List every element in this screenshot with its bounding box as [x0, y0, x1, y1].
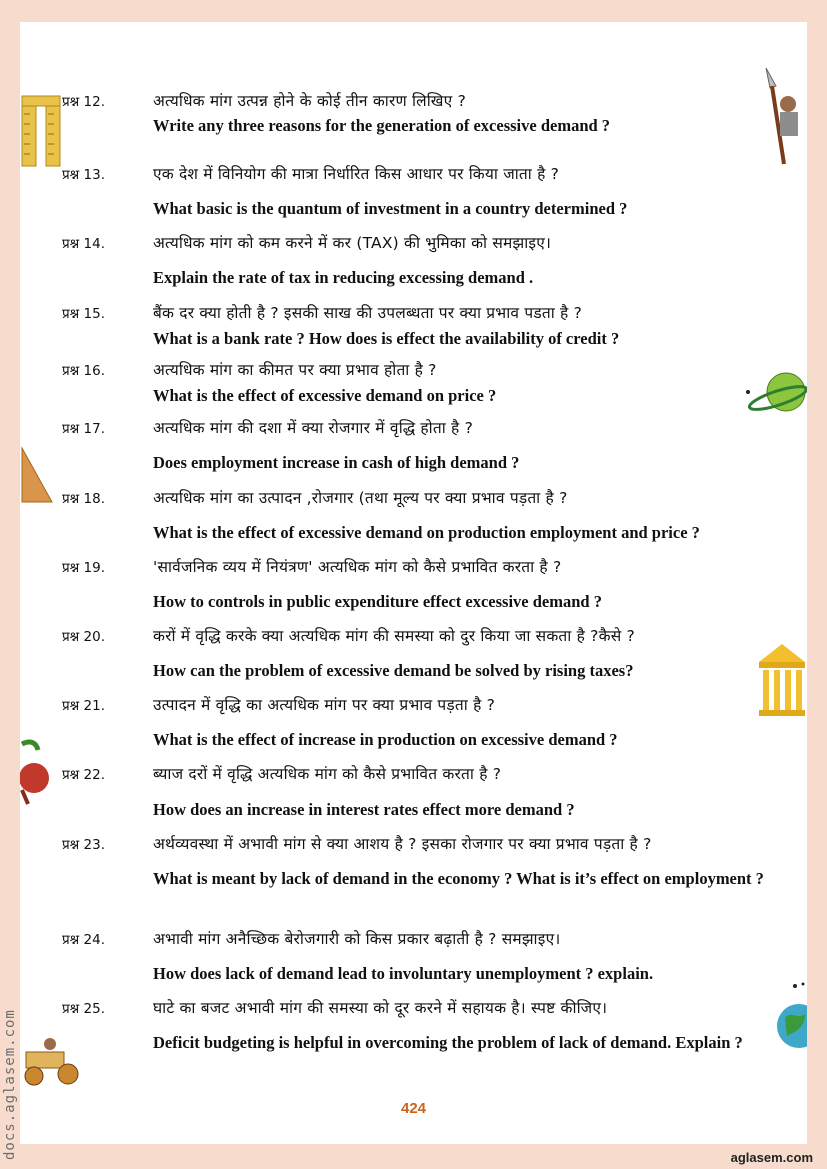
question-number: प्रश्न 23.: [62, 837, 105, 853]
pyramid-icon: [20, 446, 54, 504]
question-number: प्रश्न 22.: [62, 767, 105, 783]
question-english: What is the effect of excessive demand on price ?: [153, 386, 497, 405]
apple-icon: [20, 738, 52, 808]
question-number: प्रश्न 19.: [62, 560, 105, 576]
question-english: What is the effect of excessive demand on production employment and price ?: [153, 523, 700, 542]
question-number: प्रश्न 14.: [62, 236, 105, 252]
cart-icon: [20, 1036, 80, 1092]
question-number: प्रश्न 21.: [62, 698, 105, 714]
page-number: 424: [400, 1100, 427, 1117]
question-hindi: उत्पादन में वृद्धि का अत्यधिक मांग पर क्या प्रभाव पड़ता है ?: [153, 696, 496, 714]
question-english: What basic is the quantum of investment in a country determined ?: [153, 199, 628, 218]
question-number: प्रश्न 25.: [62, 1001, 105, 1017]
question-english: What is meant by lack of demand in the economy ? What is it’s effect on employment ?: [153, 869, 764, 888]
question-english: How to controls in public expenditure effect excessive demand ?: [153, 592, 602, 611]
question-english: How can the problem of excessive demand be solved by rising taxes?: [153, 661, 634, 680]
question-number: प्रश्न 13.: [62, 167, 105, 183]
question-hindi: अत्यधिक मांग की दशा में क्या रोजगार में वृद्धि होता है ?: [153, 419, 474, 437]
question-hindi: ब्याज दरों में वृद्धि अत्यधिक मांग को कैसे प्रभावित करता है ?: [153, 765, 502, 783]
question-hindi: अत्यधिक मांग उत्पन्न होने के कोई तीन कारण लिखिए ?: [153, 92, 466, 110]
question-hindi: अत्यधिक मांग का कीमत पर क्या प्रभाव होता है ?: [153, 361, 437, 379]
question-hindi: अत्यधिक मांग को कम करने में कर (TAX) की भुमिका को समझाइए।: [153, 234, 552, 252]
site-name: aglasem.com: [730, 1150, 813, 1165]
question-hindi: एक देश में विनियोग की मात्रा निर्धारित किस आधार पर किया जाता है ?: [153, 165, 560, 183]
question-hindi: 'सार्वजनिक व्यय में नियंत्रण' अत्यधिक मांग को कैसे प्रभावित करता है ?: [153, 558, 562, 576]
question-number: प्रश्न 18.: [62, 491, 105, 507]
ruler-icon: [20, 92, 66, 168]
question-english: Does employment increase in cash of high demand ?: [153, 453, 520, 472]
question-hindi: अभावी मांग अनैच्छिक बेरोजगारी को किस प्रकार बढ़ाती है ? समझाइए।: [153, 930, 561, 948]
watermark-text: docs.aglasem.com: [2, 1009, 18, 1160]
question-english: How does an increase in interest rates effect more demand ?: [153, 800, 575, 819]
question-number: प्रश्न 24.: [62, 932, 105, 948]
question-hindi: अत्यधिक मांग का उत्पादन ,रोजगार (तथा मूल्य पर क्या प्रभाव पड़ता है ?: [153, 489, 568, 507]
question-hindi: घाटे का बजट अभावी मांग की समस्या को दूर करने में सहायक है। स्पष्ट कीजिए।: [153, 999, 608, 1017]
question-english: Deficit budgeting is helpful in overcoming the problem of lack of demand. Explain ?: [153, 1033, 743, 1052]
question-english: What is a bank rate ? How does is effect the availability of credit ?: [153, 329, 620, 348]
question-number: प्रश्न 17.: [62, 421, 105, 437]
question-number: प्रश्न 16.: [62, 363, 105, 379]
question-english: Explain the rate of tax in reducing excessing demand .: [153, 268, 534, 287]
question-hindi: बैंक दर क्या होती है ? इसकी साख की उपलब्धता पर क्या प्रभाव पडता है ?: [153, 304, 583, 322]
question-hindi: अर्थव्यवस्था में अभावी मांग से क्या आशय है ? इसका रोजगार पर क्या प्रभाव पड़ता है ?: [153, 835, 652, 853]
question-hindi: करों में वृद्धि करके क्या अत्यधिक मांग की समस्या को दुर किया जा सकता है ?कैसे ?: [153, 627, 635, 645]
question-english: Write any three reasons for the generation of excessive demand ?: [153, 116, 611, 135]
question-english: How does lack of demand lead to involuntary unemployment ? explain.: [153, 964, 654, 983]
question-number: प्रश्न 15.: [62, 306, 105, 322]
document-page: [20, 22, 807, 1144]
question-number: प्रश्न 20.: [62, 629, 105, 645]
question-english: What is the effect of increase in production on excessive demand ?: [153, 730, 618, 749]
question-number: प्रश्न 12.: [62, 94, 105, 110]
